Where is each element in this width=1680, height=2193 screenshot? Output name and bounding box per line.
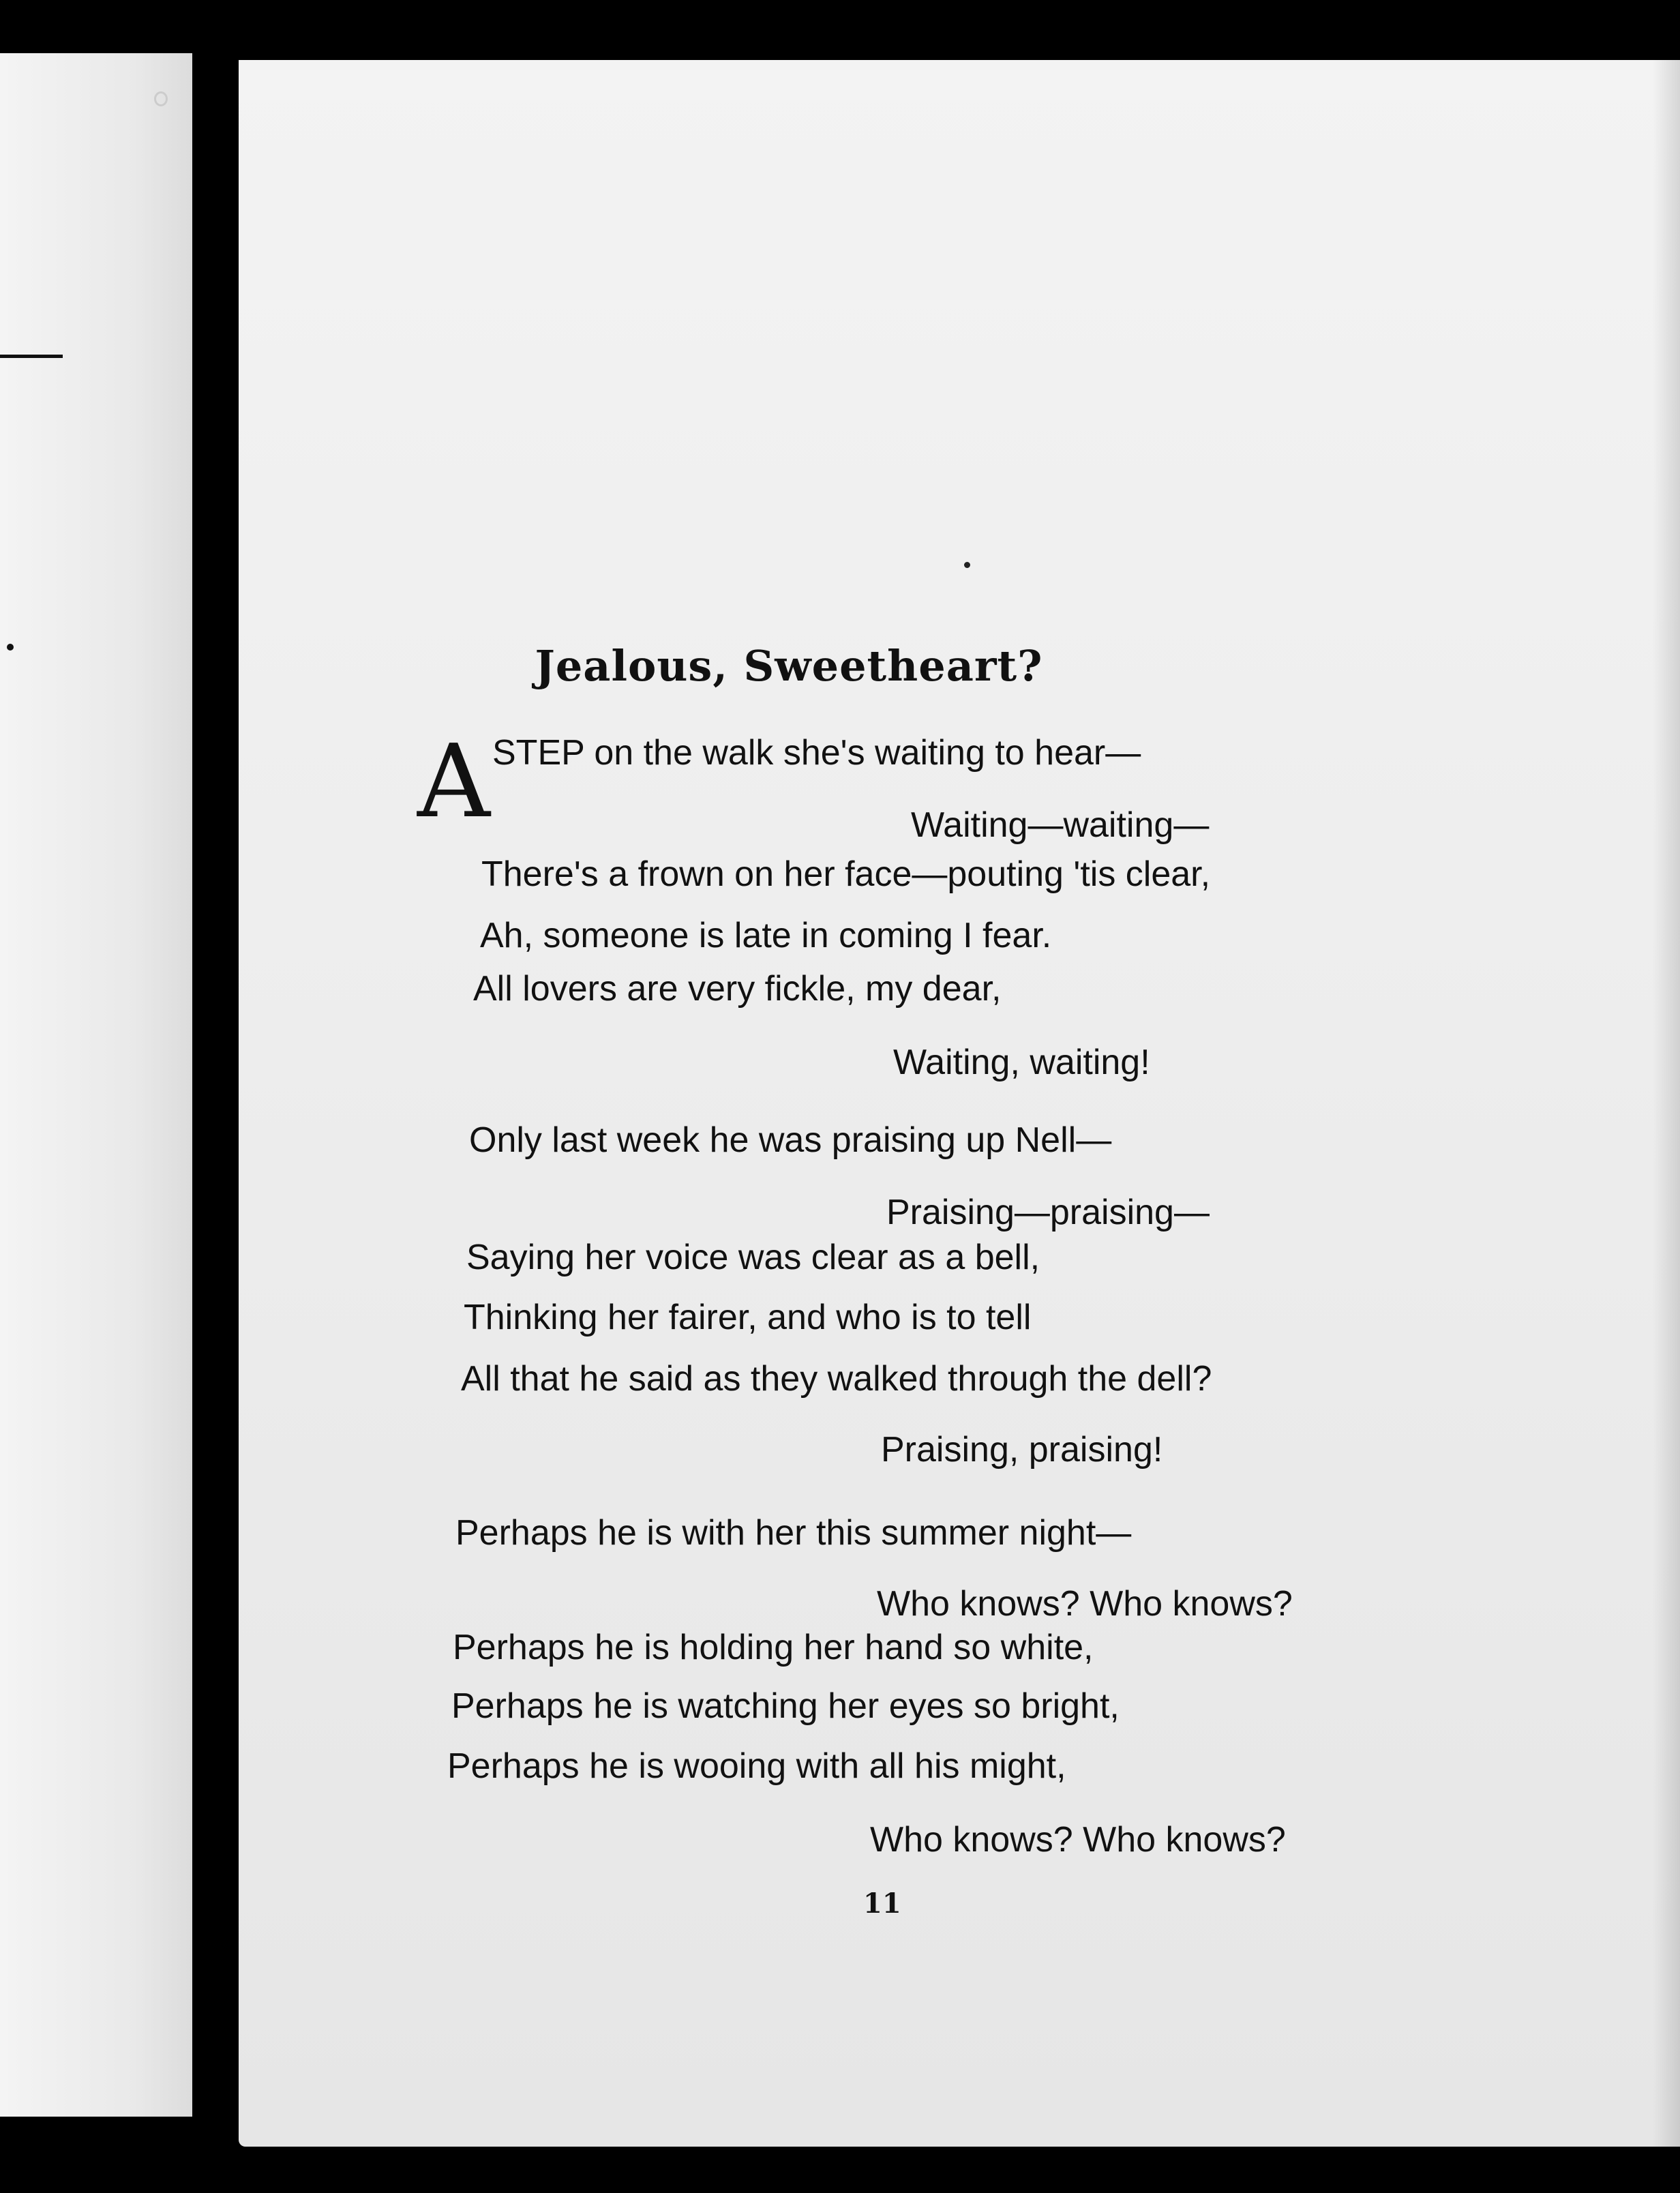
poem-line: All lovers are very fickle, my dear, bbox=[473, 969, 1002, 1009]
poem-line: There's a frown on her face—pouting 'tis clear, bbox=[481, 854, 1211, 894]
poem-refrain: Who knows? Who knows? bbox=[870, 1820, 1286, 1860]
poem-line: Saying her voice was clear as a bell, bbox=[466, 1238, 1040, 1277]
poem-line: Ah, someone is late in coming I fear. bbox=[480, 916, 1052, 955]
facing-page bbox=[0, 53, 192, 2117]
poem-refrain: Waiting, waiting! bbox=[893, 1043, 1150, 1082]
drop-cap: A bbox=[417, 723, 490, 840]
page-number: 11 bbox=[863, 1888, 901, 1920]
poem-title: Jealous, Sweetheart? bbox=[535, 641, 1043, 691]
page-edge-shadow bbox=[1653, 60, 1680, 2147]
poem-line: Perhaps he is wooing with all his might, bbox=[447, 1746, 1066, 1786]
poem-line: Perhaps he is watching her eyes so bright, bbox=[451, 1686, 1120, 1726]
poem-refrain: Praising—praising— bbox=[886, 1193, 1210, 1232]
poem-refrain: Waiting—waiting— bbox=[911, 805, 1210, 845]
poem-refrain: Who knows? Who knows? bbox=[877, 1584, 1293, 1624]
ring-mark bbox=[154, 91, 168, 106]
poem-refrain: Praising, praising! bbox=[881, 1430, 1163, 1470]
ink-speck bbox=[964, 562, 970, 568]
poem-line: STEP on the walk she's waiting to hear— bbox=[492, 733, 1141, 773]
poem-line: Only last week he was praising up Nell— bbox=[469, 1120, 1112, 1160]
horizontal-rule bbox=[0, 355, 63, 358]
poem-line: Perhaps he is with her this summer night— bbox=[455, 1513, 1132, 1553]
poem-line: Thinking her fairer, and who is to tell bbox=[464, 1298, 1032, 1337]
poem-line: All that he said as they walked through the dell? bbox=[461, 1359, 1212, 1399]
poem-line: Perhaps he is holding her hand so white, bbox=[453, 1628, 1094, 1667]
